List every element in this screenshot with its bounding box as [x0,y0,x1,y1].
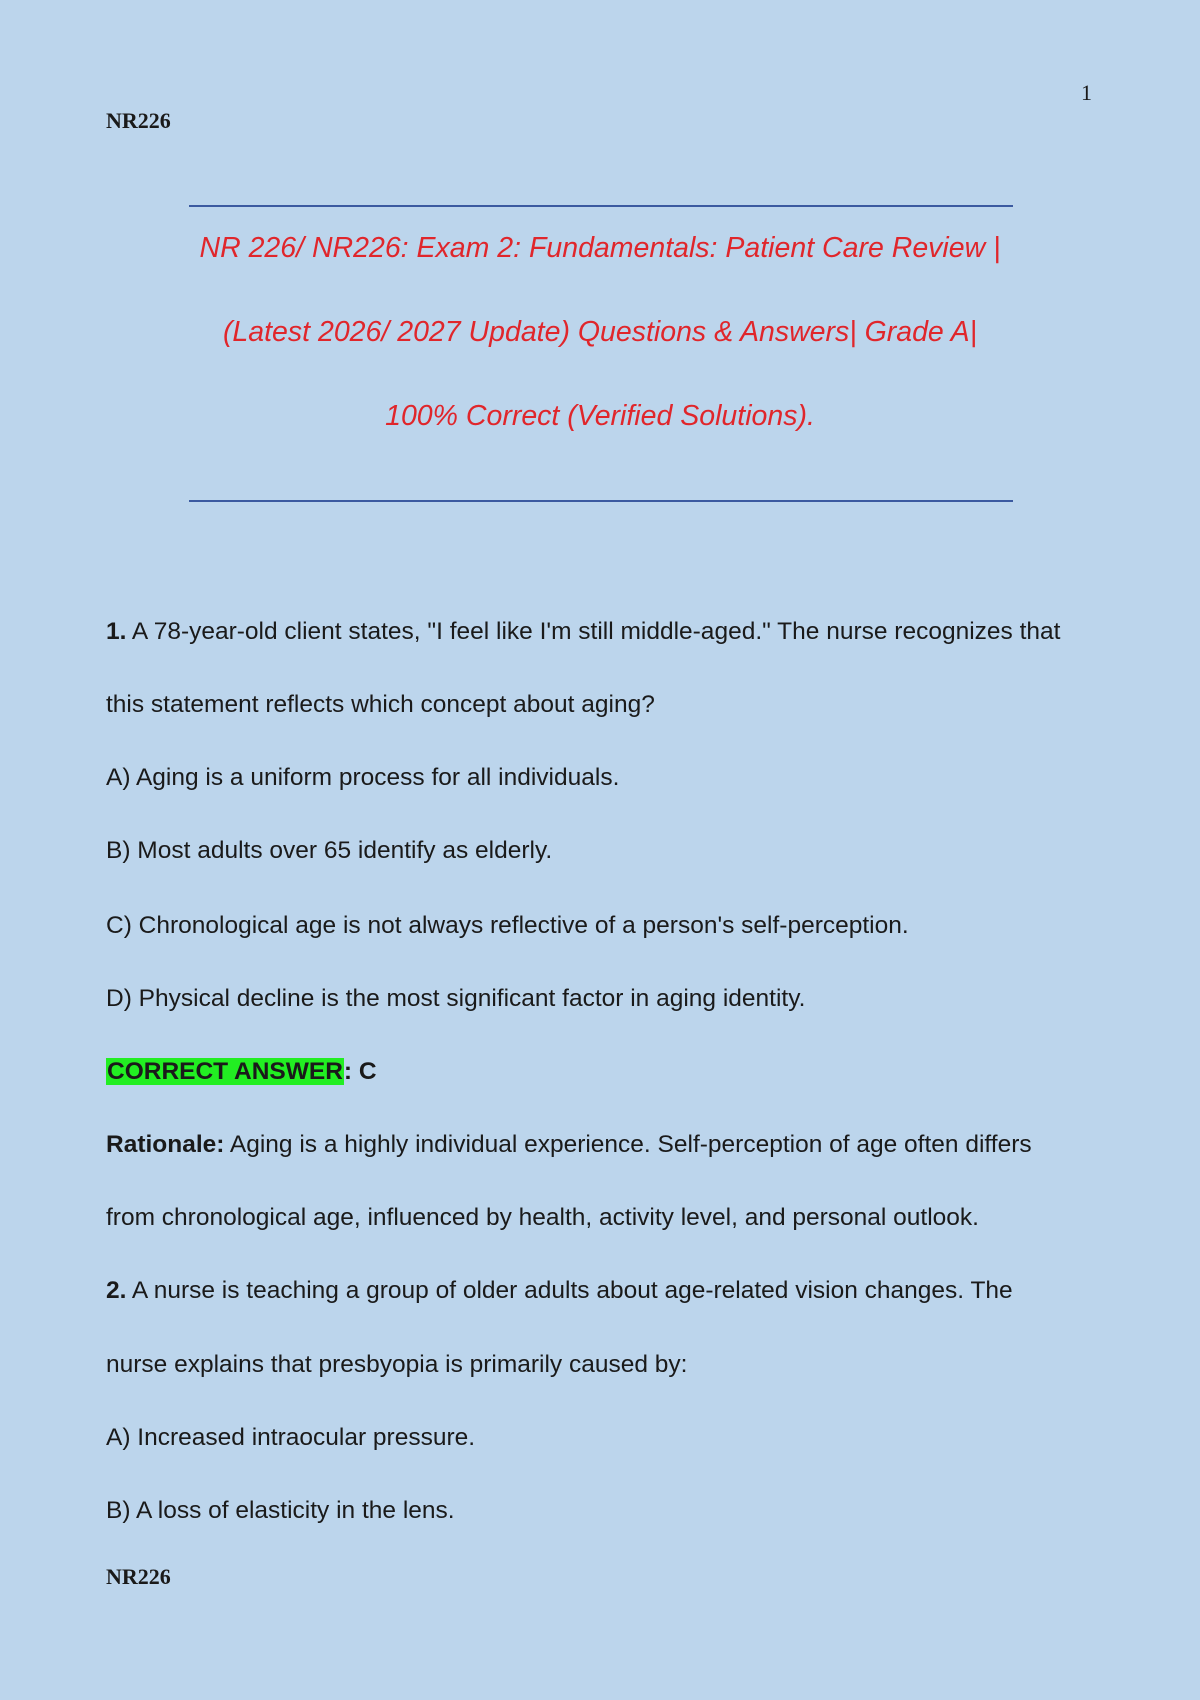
rationale-label: Rationale: [106,1131,225,1158]
correct-answer-label: CORRECT ANSWER [107,1058,343,1085]
question-2-number: 2. [106,1277,127,1304]
question-1-stem-line-1 [106,618,1060,646]
rationale-text-1: Aging is a highly individual experience. Self-perception of age often differs [224,1131,1032,1158]
page-number: 1 [1081,80,1092,105]
question-2-stem-line-2: nurse explains that presbyopia is primarily caused by: [106,1351,688,1378]
question-2-option-b: B) A loss of elasticity in the lens. [106,1497,455,1524]
question-1-stem-text-1: A 78-year-old client states, "I feel like I'm still middle-aged." The nurse recognizes that [126,618,1061,645]
question-2-stem-text-1: A nurse is teaching a group of older adults about age-related vision changes. The [126,1277,1013,1304]
correct-answer-value: : C [343,1058,377,1085]
document-title-line-2: (Latest 2026/ 2027 Update) Questions & Answers| Grade A| [222,316,978,348]
document-title-line-1: NR 226/ NR226: Exam 2: Fundamentals: Patient Care Review | [199,232,1001,264]
question-1-stem-line-2: this statement reflects which concept about aging? [106,691,655,718]
question-2-stem-line-1 [106,1277,1013,1305]
question-1-option-d: D) Physical decline is the most significant factor in aging identity. [106,985,806,1012]
question-1-answer [106,1058,377,1086]
question-1-option-a: A) Aging is a uniform process for all individuals. [106,764,620,791]
document-title-line-3: 100% Correct (Verified Solutions). [385,400,815,432]
question-2-option-a: A) Increased intraocular pressure. [106,1424,476,1451]
title-divider-bottom [189,500,1013,502]
question-1-rationale-line-2: from chronological age, influenced by health, activity level, and personal outlook. [106,1204,979,1231]
footer-course-code: NR226 [106,1564,171,1589]
question-1-number: 1. [106,618,127,645]
question-1-rationale-line-1 [106,1131,1032,1159]
header-course-code: NR226 [106,108,171,133]
title-divider-top [189,205,1013,207]
question-1-option-c: C) Chronological age is not always reflective of a person's self-perception. [106,912,909,939]
question-1-option-b: B) Most adults over 65 identify as elderly. [106,837,553,864]
